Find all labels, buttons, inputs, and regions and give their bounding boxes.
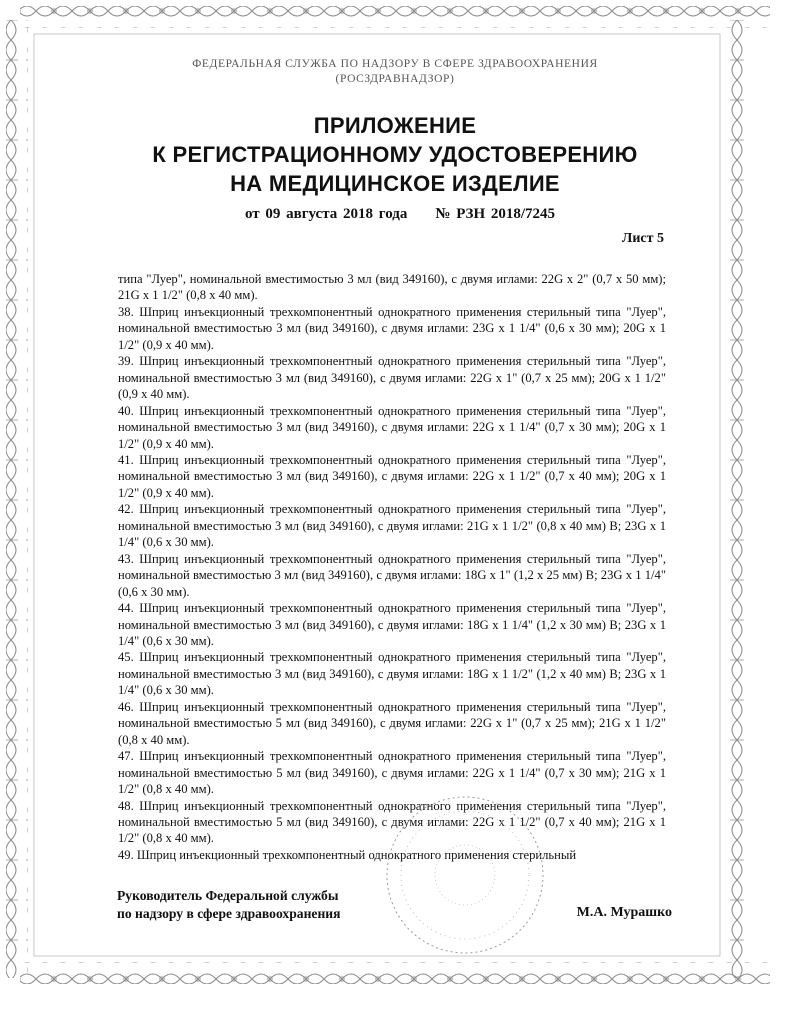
title-line-1: ПРИЛОЖЕНИЕ [313,113,477,138]
list-item: 43. Шприц инъекционный трехкомпонентный однократного применения стерильный типа "Луер", номинальной вместимостью 3 мл (вид 349160), с двумя иглами: 18G x 1" (1,2 x 25 мм) B; 23G x 1 1/4" (0,6 x 30 мм). [118,551,666,599]
list-item: 39. Шприц инъекционный трехкомпонентный однократного применения стерильный типа "Луер", номинальной вместимостью 3 мл (вид 349160), с двумя иглами: 22G x 1" (0,7 x 25 мм); 20G x 1 1/2" (0,9 x 40 мм). [118,354,666,402]
list-item: 44. Шприц инъекционный трехкомпонентный однократного применения стерильный типа "Луер", номинальной вместимостью 3 мл (вид 349160), с двумя иглами: 18G x 1 1/4" (1,2 x 30 мм) B; 23G x 1 1/4" (0,6 x 30 мм). [118,601,666,648]
title-line-2: К РЕГИСТРАЦИОННОМУ УДОСТОВЕРЕНИЮ [152,142,638,167]
list-item: 46. Шприц инъекционный трехкомпонентный однократного применения стерильный типа "Луер", номинальной вместимостью 5 мл (вид 349160), с двумя иглами: 22G x 1" (0,7 x 25 мм); 21G x 1 1/2" (0,8 x 40 мм). [118,699,666,747]
signatory-name: М.А. Мурашко [576,905,672,920]
list-item: 42. Шприц инъекционный трехкомпонентный однократного применения стерильный типа "Луер", номинальной вместимостью 3 мл (вид 349160), с двумя иглами: 21G x 1 1/2" (0,8 x 40 мм) B; 23G x 1 1/4" (0,6 x 30 мм). [118,502,666,550]
official-seal [380,790,550,960]
list-item: 45. Шприц инъекционный трехкомпонентный однократного применения стерильный типа "Луер", номинальной вместимостью 3 мл (вид 349160), с двумя иглами: 18G x 1 1/2" (1,2 x 40 мм) B; 23G x 1 1/4" (0,6 x 30 мм). [118,650,666,698]
signatory-title [117,887,340,923]
document-body [118,271,666,863]
list-item: 38. Шприц инъекционный трехкомпонентный однократного применения стерильный типа "Луер", номинальной вместимостью 3 мл (вид 349160), с двумя иглами: 23G x 1 1/4" (0,6 x 30 мм); 20G x 1 1/2" (0,9 x 40 мм). [118,304,666,352]
list-item: 40. Шприц инъекционный трехкомпонентный однократного применения стерильный типа "Луер", номинальной вместимостью 3 мл (вид 349160), с двумя иглами: 22G x 1 1/4" (0,7 x 30 мм); 20G x 1 1/2" (0,9 x 40 мм). [118,403,666,451]
certificate-line [150,206,650,223]
signatory-title-line-1: Руководитель Федеральной службы [117,888,339,903]
agency-name: ФЕДЕРАЛЬНАЯ СЛУЖБА ПО НАДЗОРУ В СФЕРЕ ЗДРАВООХРАНЕНИЯ [192,58,598,70]
sheet-number: Лист 5 [621,231,664,246]
agency-abbreviation: (РОСЗДРАВНАДЗОР) [335,73,455,85]
agency-header [100,57,690,87]
list-item: типа "Луер", номинальной вместимостью 3 мл (вид 349160), с двумя иглами: 22G x 2" (0,7 x 50 мм); 21G x 1 1/2" (0,8 x 40 мм). [118,272,666,303]
document-title [90,111,700,198]
signatory-title-line-2: по надзору в сфере здравоохранения [117,906,341,921]
list-item: 48. Шприц инъекционный трехкомпонентный однократного применения стерильный типа "Луер", номинальной вместимостью 5 мл (вид 349160), с двумя иглами: 22G x 1 1/2" (0,7 x 40 мм); 21G x 1 1/2" (0,8 x 40 мм). [118,798,666,846]
list-item: 49. Шприц инъекционный трехкомпонентный однократного применения стерильный [118,847,577,862]
list-item: 41. Шприц инъекционный трехкомпонентный однократного применения стерильный типа "Луер", номинальной вместимостью 3 мл (вид 349160), с двумя иглами: 22G x 1 1/2" (0,7 x 40 мм); 20G x 1 1/2" (0,9 x 40 мм). [118,452,666,500]
list-item: 47. Шприц инъекционный трехкомпонентный однократного применения стерильный типа "Луер", номинальной вместимостью 5 мл (вид 349160), с двумя иглами: 22G x 1 1/4" (0,7 x 30 мм); 21G x 1 1/2" (0,8 x 40 мм). [118,749,666,797]
certificate-date: от 09 августа 2018 года [244,206,408,222]
certificate-number: № РЗН 2018/7245 [435,206,556,222]
title-line-3: НА МЕДИЦИНСКОЕ ИЗДЕЛИЕ [230,171,560,196]
